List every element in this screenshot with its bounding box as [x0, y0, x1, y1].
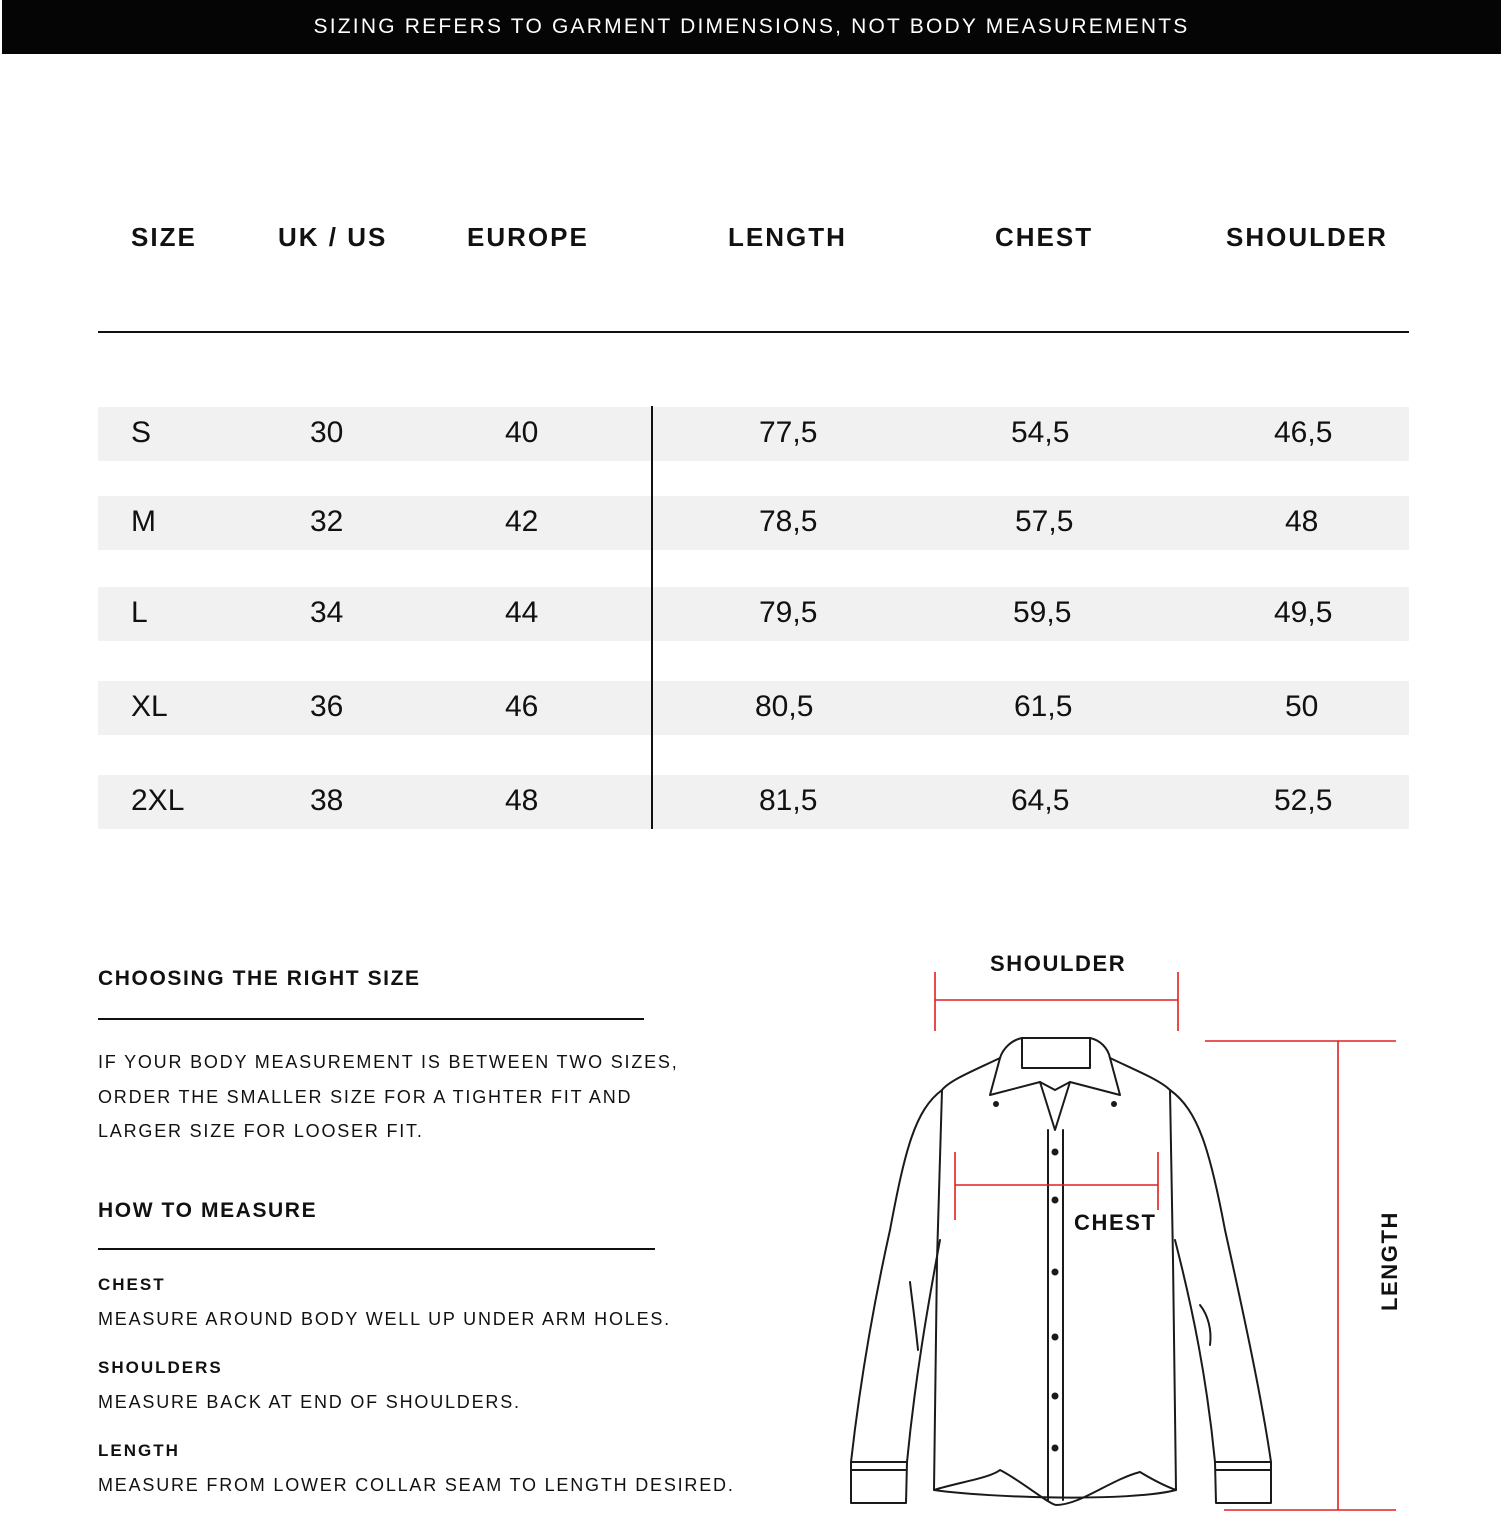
length-label: LENGTH: [1377, 1210, 1403, 1312]
shoulders-text: MEASURE BACK AT END OF SHOULDERS.: [98, 1392, 521, 1412]
cell-shoulder: 50: [1285, 690, 1319, 723]
cell-length: 79,5: [759, 596, 818, 629]
choosing-title: CHOOSING THE RIGHT SIZE: [98, 967, 421, 990]
header-shoulder: SHOULDER: [1226, 222, 1388, 252]
cell-uk-us: 34: [310, 596, 344, 629]
cell-shoulder: 52,5: [1274, 784, 1333, 817]
cell-size: L: [131, 596, 148, 629]
header-uk-us: UK / US: [278, 222, 388, 252]
length-text: MEASURE FROM LOWER COLLAR SEAM TO LENGTH DESIRED.: [98, 1475, 735, 1495]
header-size: SIZE: [131, 222, 197, 252]
cell-chest: 61,5: [1014, 690, 1073, 723]
cell-size: M: [131, 505, 156, 538]
top-banner: SIZING REFERS TO GARMENT DIMENSIONS, NOT BODY MEASUREMENTS: [2, 0, 1501, 54]
cell-shoulder: 49,5: [1274, 596, 1333, 629]
cell-chest: 57,5: [1015, 505, 1074, 538]
cell-europe: 44: [505, 596, 539, 629]
cell-length: 77,5: [759, 416, 818, 449]
cell-size: S: [131, 416, 152, 449]
choosing-line: ORDER THE SMALLER SIZE FOR A TIGHTER FIT AND: [98, 1086, 633, 1107]
header-chest: CHEST: [995, 222, 1094, 252]
choosing-line: IF YOUR BODY MEASUREMENT IS BETWEEN TWO SIZES,: [98, 1052, 679, 1072]
cell-chest: 54,5: [1011, 416, 1070, 449]
cell-length: 80,5: [755, 690, 814, 723]
cell-europe: 48: [505, 784, 539, 817]
cell-europe: 42: [505, 505, 539, 538]
length-title: LENGTH: [98, 1441, 180, 1460]
chest-text: MEASURE AROUND BODY WELL UP UNDER ARM HOLES.: [98, 1309, 671, 1329]
cell-uk-us: 38: [310, 784, 344, 817]
chest-title: CHEST: [98, 1275, 166, 1294]
cell-uk-us: 32: [310, 505, 344, 538]
choosing-line: LARGER SIZE FOR LOOSER FIT.: [98, 1121, 424, 1141]
shoulders-title: SHOULDERS: [98, 1358, 223, 1377]
cell-chest: 64,5: [1011, 784, 1070, 817]
cell-chest: 59,5: [1013, 596, 1072, 629]
header-europe: EUROPE: [467, 222, 589, 252]
header-length: LENGTH: [728, 222, 847, 252]
cell-size: 2XL: [131, 784, 185, 817]
cell-size: XL: [131, 690, 168, 723]
cell-shoulder: 46,5: [1274, 416, 1333, 449]
cell-uk-us: 36: [310, 690, 344, 723]
cell-length: 81,5: [759, 784, 818, 817]
cell-europe: 40: [505, 416, 539, 449]
shoulder-label: SHOULDER: [990, 951, 1127, 976]
cell-europe: 46: [505, 690, 539, 723]
chest-label: CHEST: [1074, 1210, 1157, 1235]
cell-uk-us: 30: [310, 416, 344, 449]
cell-shoulder: 48: [1285, 505, 1319, 538]
shirt-outline-icon: [851, 1038, 1271, 1505]
measure-title: HOW TO MEASURE: [98, 1199, 318, 1222]
cell-length: 78,5: [759, 505, 818, 538]
